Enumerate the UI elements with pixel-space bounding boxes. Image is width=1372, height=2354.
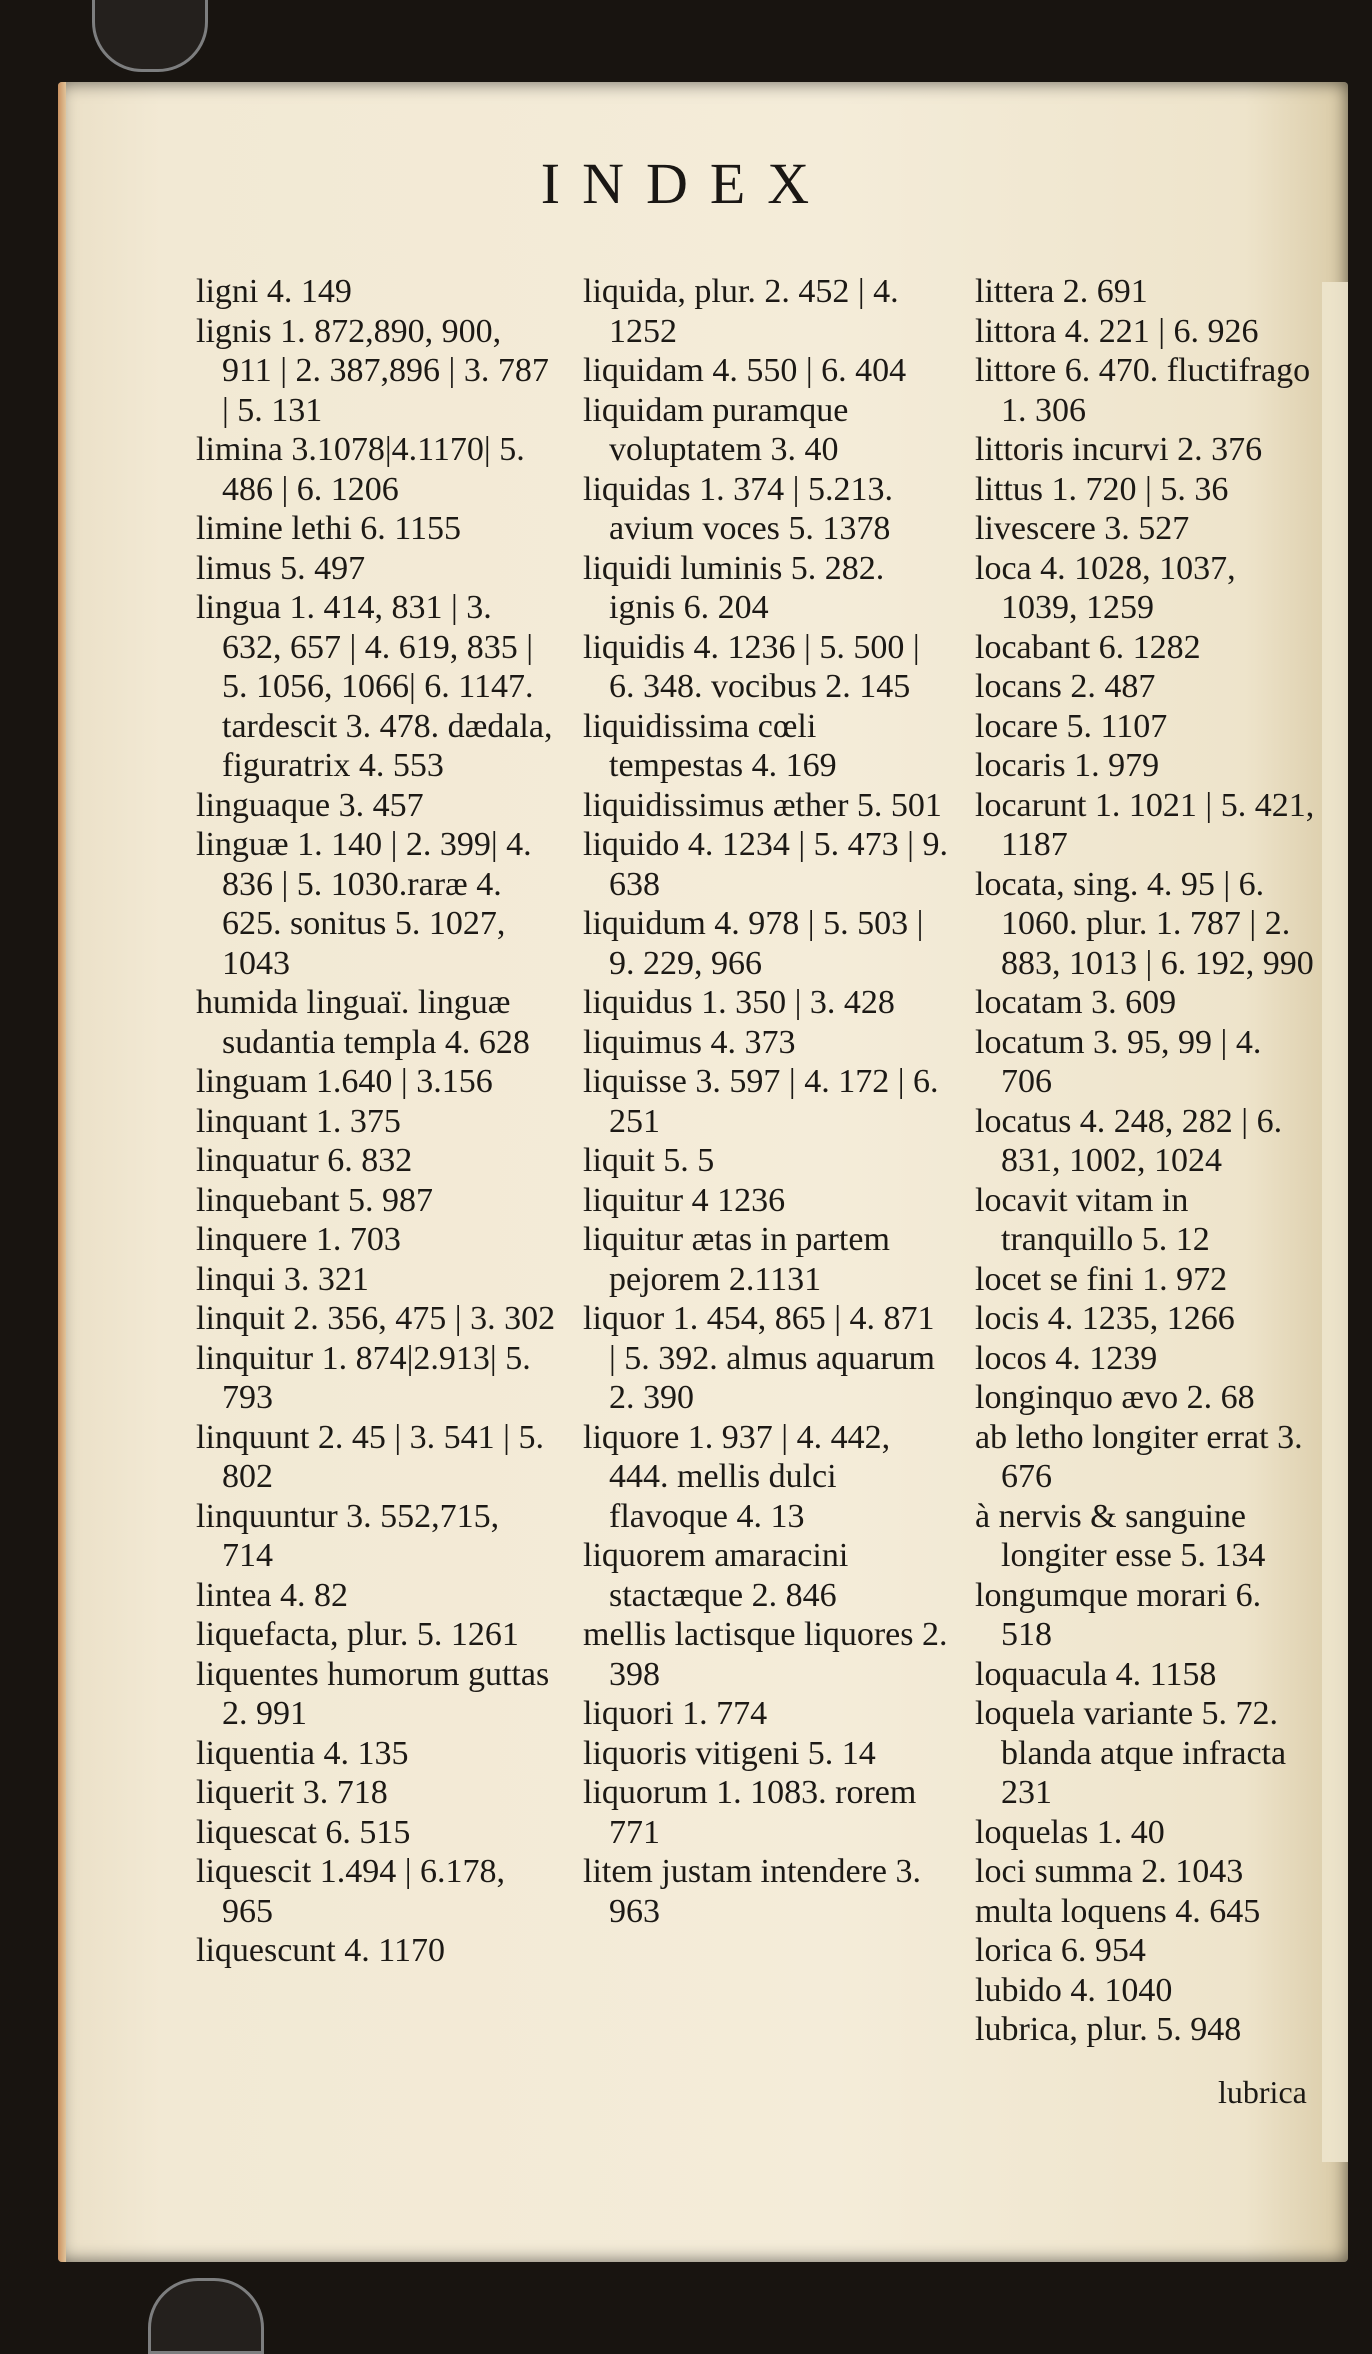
index-entry: lubrica, plur. 5. 948	[975, 2011, 1242, 2048]
index-entry: liquidam puramque voluptatem 3. 40	[583, 391, 849, 468]
book-clip-top	[92, 0, 208, 72]
book-clip-bottom	[148, 2278, 264, 2354]
index-entry: liquentes humorum guttas 2. 991	[196, 1655, 550, 1732]
index-column-1	[196, 272, 556, 1971]
index-entry: liquoris vitigeni 5. 14	[583, 1734, 876, 1772]
index-entry: liquidissimus æther 5. 501	[583, 786, 942, 824]
index-column-3	[975, 272, 1320, 2050]
index-entry: linquere 1. 703	[196, 1221, 401, 1258]
index-entry: littus 1. 720 | 5. 36	[975, 470, 1229, 508]
index-entry: linguaque 3. 457	[196, 786, 424, 824]
index-entry: linquit 2. 356, 475 | 3. 302	[196, 1300, 556, 1337]
index-entry: liquidus 1. 350 | 3. 428	[583, 984, 895, 1021]
index-entry: liquitur 4 1236	[583, 1181, 786, 1219]
index-entry: liquido 4. 1234 | 5. 473 | 9. 638	[583, 826, 948, 903]
index-entry: liquida, plur. 2. 452 | 4. 1252	[583, 273, 899, 350]
adjacent-page-edge	[1322, 282, 1348, 2162]
index-entry: littore 6. 470. fluctifrago 1. 306	[975, 352, 1311, 429]
index-entry: livescere 3. 527	[975, 510, 1190, 547]
index-entry: loci summa 2. 1043	[975, 1853, 1244, 1890]
index-entry: linquunt 2. 45 | 3. 541 | 5. 802	[196, 1418, 544, 1495]
index-entry: liquidam 4. 550 | 6. 404	[583, 352, 907, 389]
index-entry: humida linguaï. linguæ sudantia templa 4. 628	[196, 984, 530, 1061]
index-entry: liquimus 4. 373	[583, 1023, 796, 1061]
index-entry: locaris 1. 979	[975, 747, 1160, 784]
index-entry: liquor 1. 454, 865 | 4. 871 | 5. 392. almus aquarum 2. 390	[583, 1300, 935, 1416]
index-column-2	[583, 272, 948, 1931]
index-entry: littoris incurvi 2. 376	[975, 431, 1263, 468]
index-entry: locatus 4. 248, 282 | 6. 831, 1002, 1024	[975, 1102, 1283, 1179]
index-entry: loquela variante 5. 72. blanda atque infracta 231	[975, 1695, 1287, 1811]
catchword: lubrica	[1218, 2074, 1307, 2110]
index-entry: limina 3.1078|4.1170| 5. 486 | 6. 1206	[196, 431, 525, 508]
index-entry: lingua 1. 414, 831 | 3. 632, 657 | 4. 619, 835 | 5. 1056, 1066| 6. 1147. tardescit 3. 478. dædala, figuratrix 4. 553	[196, 589, 553, 784]
page-edge	[58, 82, 66, 2262]
index-entry: liquefacta, plur. 5. 1261	[196, 1616, 519, 1653]
index-entry: linqui 3. 321	[196, 1260, 369, 1298]
index-entry: locare 5. 1107	[975, 707, 1168, 745]
index-entry: locabant 6. 1282	[975, 628, 1201, 666]
index-entry: lintea 4. 82	[196, 1576, 349, 1614]
index-entry: lignis 1. 872,890, 900, 911 | 2. 387,896 | 3. 787 | 5. 131	[196, 312, 549, 429]
index-entry: liquidis 4. 1236 | 5. 500 | 6. 348. vocibus 2. 145	[583, 628, 920, 705]
index-entry: liquescit 1.494 | 6.178, 965	[196, 1853, 506, 1930]
index-entry: limine lethi 6. 1155	[196, 510, 462, 547]
index-entry: lorica 6. 954	[975, 1932, 1146, 1969]
index-entry: liquisse 3. 597 | 4. 172 | 6. 251	[583, 1063, 939, 1140]
index-entry: litem justam intendere 3. 963	[583, 1853, 922, 1930]
index-entry: locet se fini 1. 972	[975, 1260, 1228, 1298]
index-entry: limus 5. 497	[196, 549, 366, 587]
index-entry: liquescat 6. 515	[196, 1813, 411, 1851]
index-entry: liquori 1. 774	[583, 1695, 768, 1732]
index-entry: locatam 3. 609	[975, 984, 1177, 1021]
index-entry: liquidum 4. 978 | 5. 503 | 9. 229, 966	[583, 905, 924, 982]
index-entry: linguam 1.640 | 3.156	[196, 1063, 493, 1100]
index-entry: linquant 1. 375	[196, 1102, 401, 1140]
index-entry: mellis lactisque liquores 2. 398	[583, 1616, 948, 1693]
index-entry: ligni 4. 149	[196, 273, 352, 310]
index-entry: littora 4. 221 | 6. 926	[975, 312, 1259, 350]
index-entry: linguæ 1. 140 | 2. 399| 4. 836 | 5. 1030.raræ 4. 625. sonitus 5. 1027, 1043	[196, 826, 532, 982]
index-entry: liquidas 1. 374 | 5.213. avium voces 5. 1378	[583, 470, 893, 547]
index-entry: longinquo ævo 2. 68	[975, 1379, 1255, 1416]
index-entry: loquelas 1. 40	[975, 1813, 1165, 1851]
index-entry: linquebant 5. 987	[196, 1181, 434, 1219]
index-entry: locavit vitam in tranquillo 5. 12	[975, 1181, 1210, 1258]
index-entry: liquitur ætas in partem pejorem 2.1131	[583, 1221, 890, 1298]
index-entry: locos 4. 1239	[975, 1339, 1158, 1377]
index-entry: loca 4. 1028, 1037, 1039, 1259	[975, 549, 1236, 626]
index-entry: linquatur 6. 832	[196, 1142, 413, 1179]
index-entry: liquorum 1. 1083. rorem 771	[583, 1774, 917, 1851]
index-entry: locis 4. 1235, 1266	[975, 1300, 1235, 1337]
index-entry: liquit 5. 5	[583, 1142, 715, 1179]
index-entry: locatum 3. 95, 99 | 4. 706	[975, 1023, 1262, 1100]
index-entry: ab letho longiter errat 3. 676	[975, 1418, 1303, 1495]
index-entry: liquescunt 4. 1170	[196, 1932, 445, 1969]
index-entry: liquore 1. 937 | 4. 442, 444. mellis dulci flavoque 4. 13	[583, 1418, 891, 1535]
index-entry: longumque morari 6. 518	[975, 1576, 1262, 1653]
index-entry: locans 2. 487	[975, 668, 1156, 705]
index-entry: loquacula 4. 1158	[975, 1655, 1217, 1693]
index-entry: liquidi luminis 5. 282. ignis 6. 204	[583, 549, 885, 626]
index-entry: à nervis & sanguine longiter esse 5. 134	[975, 1497, 1266, 1574]
index-entry: linquitur 1. 874|2.913| 5. 793	[196, 1339, 531, 1416]
index-entry: liquentia 4. 135	[196, 1734, 409, 1772]
index-entry: liquidissima cœli tempestas 4. 169	[583, 707, 837, 784]
index-entry: littera 2. 691	[975, 273, 1148, 310]
page-title: INDEX	[540, 151, 832, 216]
index-entry: liquerit 3. 718	[196, 1774, 388, 1811]
index-entry: linquuntur 3. 552,715, 714	[196, 1497, 500, 1574]
index-entry: locarunt 1. 1021 | 5. 421, 1187	[975, 786, 1315, 863]
index-entry: lubido 4. 1040	[975, 1971, 1173, 2009]
index-entry: multa loquens 4. 645	[975, 1892, 1261, 1930]
index-entry: liquorem amaracini stactæque 2. 846	[583, 1537, 849, 1614]
index-entry: locata, sing. 4. 95 | 6. 1060. plur. 1. 787 | 2. 883, 1013 | 6. 192, 990	[975, 865, 1314, 982]
